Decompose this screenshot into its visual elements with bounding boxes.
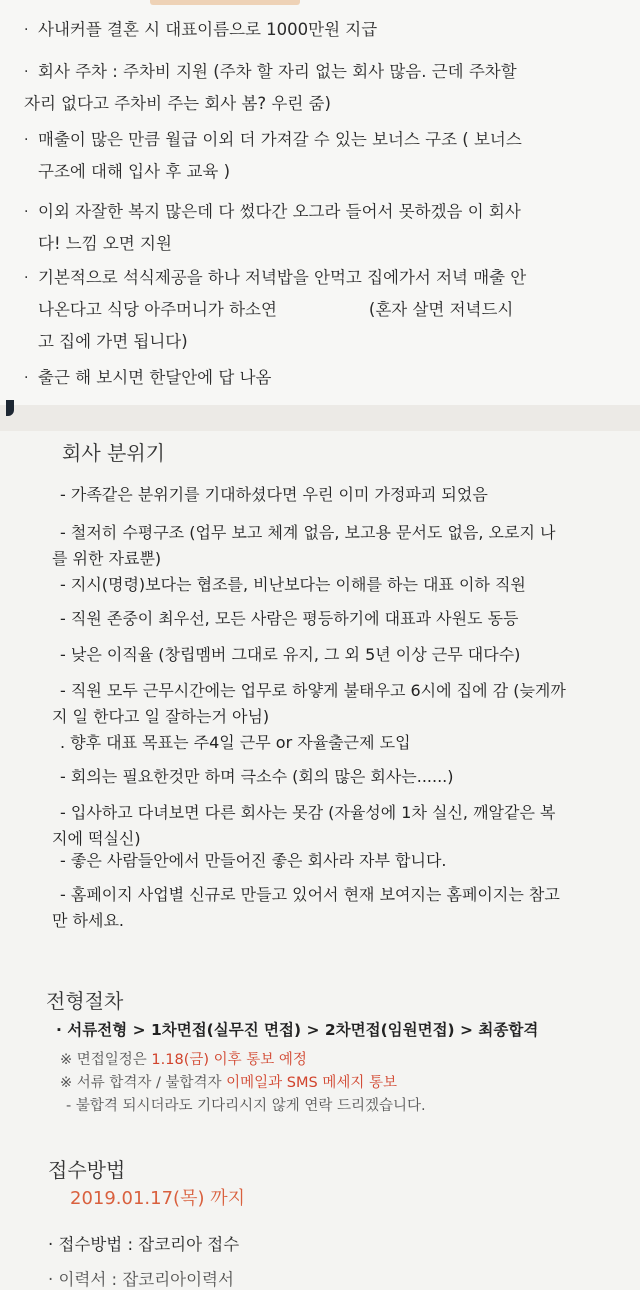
process-note: - 불합격 되시더라도 기다리시지 않게 연락 드리겠습니다.	[66, 1098, 426, 1114]
panel-edge-mark	[6, 400, 14, 416]
atmosphere-text: 만 하세요.	[52, 911, 124, 930]
welfare-text: 기본적으로 석식제공을 하나 저녁밥을 안먹고 집에가서 저녁 매출 안	[38, 268, 527, 287]
section-title-process: 전형절차	[46, 989, 124, 1013]
bullet-dot: ·	[24, 22, 29, 38]
atmosphere-item: - 좋은 사람들안에서 만들어진 좋은 회사라 자부 합니다.	[60, 851, 447, 870]
atmosphere-item	[52, 678, 620, 730]
atmosphere-item: - 지시(명령)보다는 협조를, 비난보다는 이해를 하는 대표 이하 직원	[60, 575, 526, 594]
welfare-text: 다! 느낌 오면 지원	[38, 234, 172, 253]
atmosphere-item: . 향후 대표 목표는 주4일 근무 or 자율출근제 도입	[60, 733, 411, 752]
note-highlight: 1.18(금) 이후 통보 예정	[151, 1052, 307, 1068]
atmosphere-text: 를 위한 자료뿐)	[52, 549, 162, 568]
welfare-item	[24, 124, 618, 188]
welfare-item	[24, 262, 618, 358]
atmosphere-item	[52, 800, 620, 852]
welfare-text: 나온다고 식당 아주머니가 하소연	[38, 300, 277, 319]
bullet-dot: ·	[24, 270, 29, 286]
note-highlight: 이메일과 SMS 메세지 통보	[226, 1075, 397, 1091]
atmosphere-item: - 회의는 필요한것만 하며 극소수 (회의 많은 회사는......)	[60, 767, 454, 786]
process-note	[60, 1071, 620, 1092]
welfare-panel	[0, 0, 640, 410]
welfare-text: (혼자 살면 저녁드시	[368, 300, 514, 319]
deadline-date: 2019.01.17(목) 까지	[70, 1188, 245, 1209]
section-title-application: 접수방법	[48, 1158, 126, 1182]
atmosphere-item: - 가족같은 분위기를 기대하셨다면 우린 이미 가정파괴 되었음	[60, 485, 488, 504]
welfare-text: 회사 주차 : 주차비 지원 (주차 할 자리 없는 회사 많음. 근데 주차할	[38, 62, 517, 81]
resume-line: · 이력서 : 잡코리아이력서	[48, 1270, 234, 1289]
welfare-text: 고 집에 가면 됩니다)	[38, 332, 188, 351]
atmosphere-item: - 직원 존중이 최우선, 모든 사람은 평등하기에 대표과 사원도 동등	[60, 609, 519, 628]
welfare-item	[24, 196, 618, 260]
atmosphere-text: - 입사하고 다녀보면 다른 회사는 못감 (자율성에 1차 실신, 깨알같은 복	[60, 803, 556, 822]
welfare-text: 자리 없다고 주차비 주는 회사 봄? 우린 줌)	[24, 94, 331, 113]
welfare-text: 구조에 대해 입사 후 교육 )	[38, 162, 231, 181]
application-method: · 접수방법 : 잡코리아 접수	[48, 1235, 240, 1254]
atmosphere-text: - 직원 모두 근무시간에는 업무로 하얗게 불태우고 6시에 집에 감 (늦게까	[60, 681, 566, 700]
atmosphere-item: - 낮은 이직율 (창립멤버 그대로 유지, 그 외 5년 이상 근무 대다수)	[60, 645, 521, 664]
bullet-dot: ·	[24, 204, 29, 220]
welfare-text: 이외 자잘한 복지 많은데 다 썼다간 오그라 들어서 못하겠음 이 회사	[38, 202, 521, 221]
welfare-item	[24, 56, 618, 120]
section-title-atmosphere: 회사 분위기	[62, 441, 165, 465]
welfare-text: 매출이 많은 만큼 월급 이외 더 가져갈 수 있는 보너스 구조 ( 보너스	[38, 130, 522, 149]
welfare-text: 사내커플 결혼 시 대표이름으로 1000만원 지급	[38, 20, 378, 39]
bullet-dot: ·	[24, 132, 29, 148]
panel-divider	[0, 405, 640, 431]
bullet-dot: ·	[24, 64, 29, 80]
welfare-item	[24, 362, 618, 394]
atmosphere-item	[52, 520, 620, 572]
atmosphere-text: - 철저히 수평구조 (업무 보고 체계 없음, 보고용 문서도 없음, 오로지 나	[60, 523, 556, 542]
atmosphere-item	[52, 882, 620, 934]
welfare-text: 출근 해 보시면 한달안에 답 나옴	[38, 368, 272, 387]
bullet-dot: ·	[24, 370, 29, 386]
atmosphere-text: 지에 떡실신)	[52, 829, 141, 848]
note-text: ※ 면접일정은	[60, 1052, 152, 1068]
welfare-item	[24, 14, 618, 46]
process-steps: · 서류전형 > 1차면접(실무진 면접) > 2차면접(임원면접) > 최종합격	[56, 1021, 539, 1039]
process-note	[60, 1048, 620, 1069]
atmosphere-text: - 홈페이지 사업별 신규로 만들고 있어서 현재 보여지는 홈페이지는 참고	[60, 885, 560, 904]
top-accent-bar	[150, 0, 300, 5]
atmosphere-text: 지 일 한다고 일 잘하는거 아님)	[52, 707, 270, 726]
note-text: ※ 서류 합격자 / 불합격자	[60, 1075, 227, 1091]
